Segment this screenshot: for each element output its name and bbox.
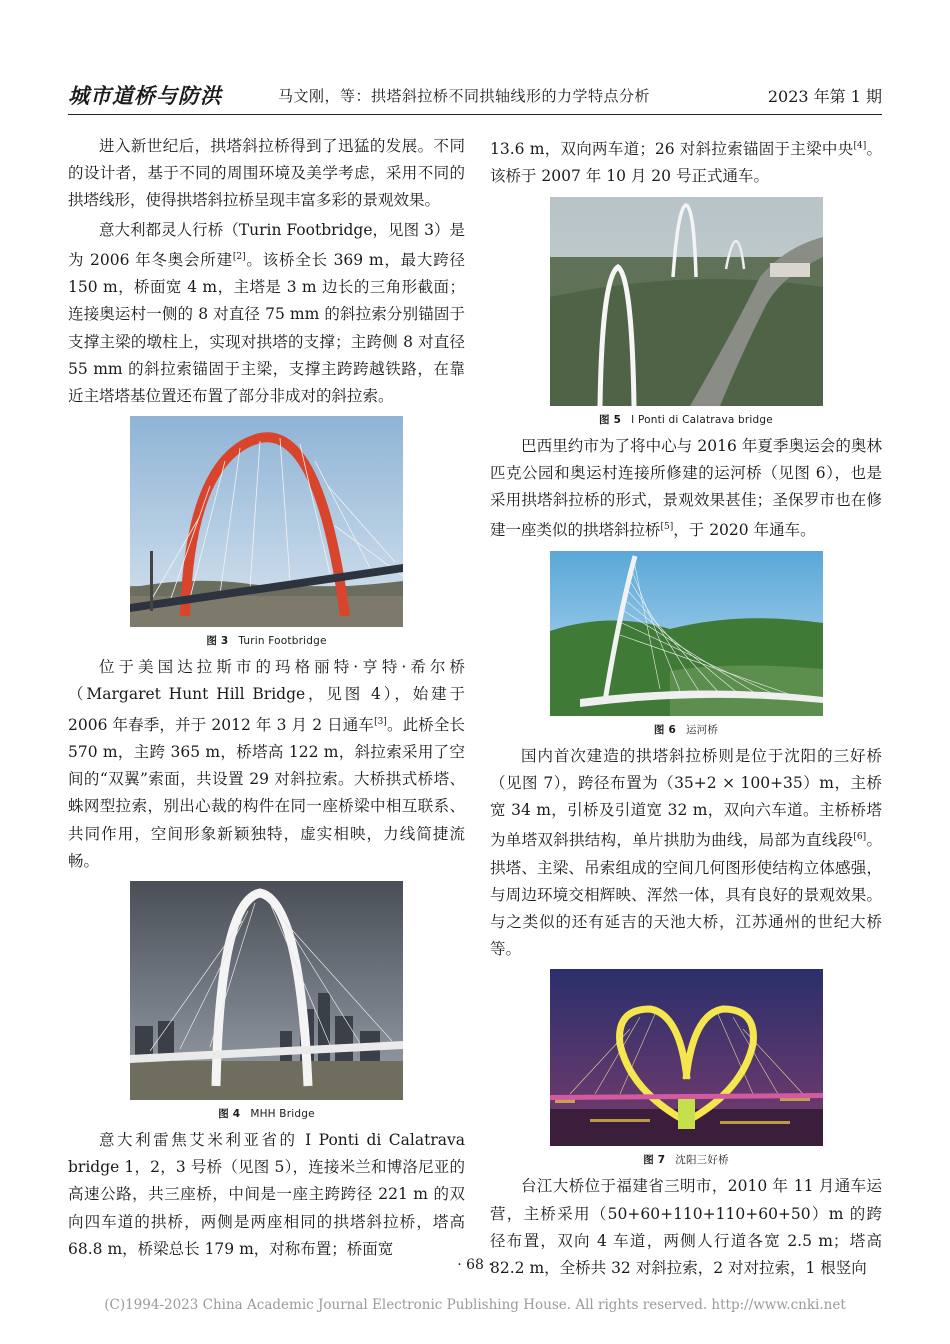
left-column	[68, 133, 465, 1265]
page-number: · 68 ·	[457, 1257, 493, 1273]
page-header	[68, 78, 882, 112]
figure-caption: 图 3 Turin Footbridge	[206, 635, 327, 648]
mhh-bridge-photo	[130, 881, 403, 1100]
figure-4	[68, 881, 465, 1121]
paragraph: 台江大桥位于福建省三明市，2010 年 11 月通车运营，主桥采用（50+60+110+110+60+50）m 的跨径布置，双向 4 车道，两侧人行道各宽 2.5 m；塔高 82.2 m，全桥共 32 对斜拉索，2 对对拉索，1 根竖向	[490, 1177, 882, 1277]
header-rule	[68, 114, 882, 115]
figure-caption: 图 6 运河桥	[653, 723, 719, 736]
calatrava-bridge-photo	[550, 197, 823, 406]
canal-bridge-photo	[550, 551, 823, 716]
sanhao-bridge-photo	[550, 969, 823, 1146]
citation[interactable]: [2]	[232, 251, 246, 262]
paragraph: 巴西里约市为了将中心与 2016 年夏季奥运会的奥林匹克公园和奥运村连接所修建的运河桥（见图 6），也是采用拱塔斜拉桥的形式，景观效果甚佳；圣保罗市也在修建一座类似的拱塔斜拉桥[5]，于 2020 年通车。	[490, 436, 882, 540]
running-title: 马文刚，等：拱塔斜拉桥不同拱轴线形的力学特点分析	[278, 87, 651, 105]
turin-footbridge-photo	[130, 416, 403, 627]
citation[interactable]: [4]	[853, 141, 867, 151]
paragraph: 国内首次建造的拱塔斜拉桥则是位于沈阳的三好桥（见图 7），跨径布置为（35+2 × 100+35）m，主桥宽 34 m，引桥及引道宽 32 m，双向六车道。主桥桥塔为单塔双斜拱结构，单片拱肋为曲线，局部为直线段[6]。拱塔、主梁、吊索组成的空间几何图形使结构立体感强，与周边环境交相辉映、浑然一体，具有良好的景观效果。与之类似的还有延吉的天池大桥，江苏通州的世纪大桥等。	[490, 746, 882, 959]
figure-caption: 图 7 沈阳三好桥	[643, 1154, 729, 1167]
issue-number: 2023 年第 1 期	[767, 87, 882, 106]
figure-7	[490, 969, 882, 1167]
copyright-line: (C)1994-2023 China Academic Journal Electronic Publishing House. All rights reserved. http://www.cnki.net	[104, 1297, 846, 1313]
right-column	[490, 133, 882, 1284]
paragraph: 意大利雷焦艾米利亚省的 I Ponti di Calatrava bridge 1，2，3 号桥（见图 5），连接米兰和博洛尼亚的高速公路，共三座桥，中间是一座主跨跨径 221 m 的双向四车道的拱桥，两侧是两座相同的拱塔斜拉桥，塔高 68.8 m，桥梁总长 179 m，对称布置；桥面宽	[68, 1130, 465, 1258]
figure-3	[68, 416, 465, 648]
figure-6	[490, 551, 882, 737]
paragraph: 进入新世纪后，拱塔斜拉桥得到了迅猛的发展。不同的设计者，基于不同的周围环境及美学考虑，采用不同的拱塔线形，使得拱塔斜拉桥呈现丰富多彩的景观效果。	[68, 137, 465, 210]
figure-caption: 图 4 MHH Bridge	[218, 1107, 315, 1120]
citation[interactable]: [5]	[660, 522, 674, 533]
citation[interactable]: [6]	[853, 832, 867, 843]
paragraph: 位于美国达拉斯市的玛格丽特·亨特·希尔桥（Margaret Hunt Hill Bridge，见图 4），始建于 2006 年春季，并于 2012 年 3 月 2 日通车[3]。此桥全长 570 m，主跨 365 m，桥塔高 122 m，斜拉索采用了空间的“双翼”索面，共设置 29 对斜拉索。大桥拱式桥塔、蛛网型拉索，别出心裁的构件在同一座桥梁中相互联系、共同作用，空间形象新颖独特，虚实相映，力线简捷流畅。	[68, 658, 465, 870]
paragraph: 意大利都灵人行桥（Turin Footbridge，见图 3）是为 2006 年冬奥会所建[2]。该桥全长 369 m，最大跨径 150 m，桥面宽 4 m，主塔是 3 m 边长的三角形截面；连接奥运村一侧的 8 对直径 75 mm 的斜拉索分别锚固于支撑主梁的墩柱上，实现对拱塔的支撑；主跨侧 8 对直径 55 mm 的斜拉索锚固于主梁，支撑主跨跨越铁路，在靠近主塔塔基位置还布置了部分非成对的斜拉索。	[68, 220, 465, 405]
figure-5	[490, 197, 882, 427]
citation[interactable]: [3]	[374, 716, 387, 727]
journal-name: 城市道桥与防洪	[68, 84, 222, 108]
figure-caption: 图 5 I Ponti di Calatrava bridge	[599, 413, 773, 426]
paragraph: 13.6 m，双向两车道；26 对斜拉索锚固于主梁中央[4]。该桥于 2007 年 10 月 20 号正式通车。	[490, 140, 882, 186]
